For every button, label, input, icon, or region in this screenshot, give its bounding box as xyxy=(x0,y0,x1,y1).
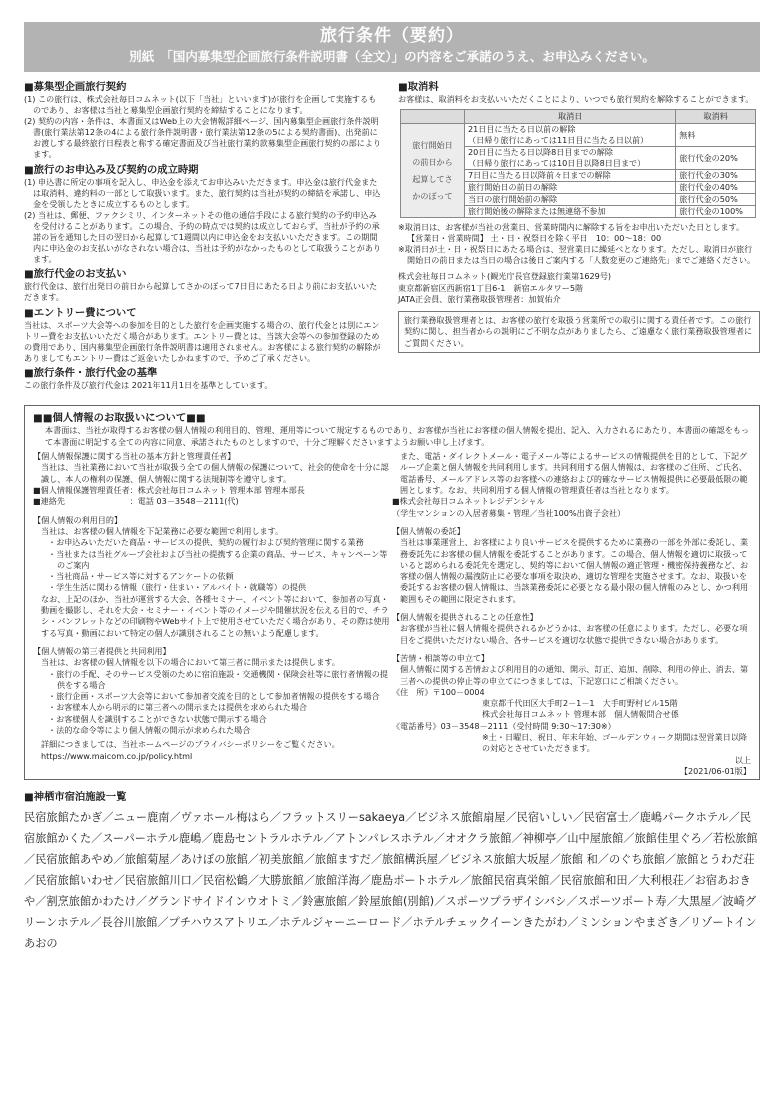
privacy-heading: ■■個人情報のお取扱いについて■■ xyxy=(33,411,206,424)
table-cell-day: 旅行開始後の解除または無連絡不参加 xyxy=(465,206,676,218)
table-cell-day: 旅行開始日の前日の解除 xyxy=(465,182,676,194)
policy-url-link[interactable]: https://www.maicom.co.jp/policy.html xyxy=(41,750,193,761)
lead-line: の前日から xyxy=(412,156,453,167)
table-cell-day xyxy=(465,124,676,147)
outsourcing-para: 当社は事業運営上、お客様により良いサービスを提供するために業務の一部を外部に委託し、業務委託先にお客様の個人情報を委託することがあります。この場合、個人情報を適切に取扱っていると認められる委託先を選定し、契約等において個人情報の適正管理・機密保持義務など、お客様の個人情報の漏洩防止に必要な事項を取決め、適切な管理を実施させます。なお、取扱いを委託するお客様の個人情報は、当該業務委託に必要となる最小限の個人情報のみとし、かつ利用範囲もその範囲に限定されます。 xyxy=(400,537,749,604)
left-column xyxy=(24,80,384,391)
entry-fee-para: 当社は、スポーツ大会等への参加を目的とした旅行を企画実施する場合の、旅行代金とは別にエントリー費をお支払いいただく場合があります。エントリー費とは、当該大会等への参加登録のための費用であり、国内募集型企画旅行条件説明書は適用されません。お客様による旅行契約の解除がありましてもエントリー費はご返金いたしかねますので、予めご了承ください。 xyxy=(24,319,381,363)
table-cell-fee: 旅行代金の20% xyxy=(676,147,756,170)
third-party-item: ・お客様本人から明示的に第三者への開示または提供を求められた場合 xyxy=(48,702,308,713)
company-line: 東京都新宿区西新宿1丁目6-1 新宿エルタワー5階 xyxy=(398,282,584,293)
policy-heading: 【個人情報保護に関する当社の基本方針と管理責任者】 xyxy=(33,451,236,462)
table-lead-cell xyxy=(401,124,465,218)
cancellation-table xyxy=(400,109,756,218)
end-mark: 以上 xyxy=(734,754,751,765)
purpose-para-2: なお、上記のほか、当社が運営する大会、各種セミナー、イベント等において、参加者の写真・動画を撮影し、それを大会・セミナー・イベント等のイメージや開催状況を伝える目的で、チラシ・パンフレットなどの印刷物やWebサイト上で使用させていただく場合があり、その際は使用する写真・動画において特定の個人が識別されることの無いよう配慮します。 xyxy=(41,593,390,638)
policy-link-note: 詳細につきましては、当社ホームページのプライバシーポリシーをご覧ください。 xyxy=(41,739,340,750)
table-row xyxy=(401,124,756,147)
purpose-heading: 【個人情報の利用目的】 xyxy=(33,514,123,525)
contract-para-2: (2) 契約の内容・条件は、本書面又はWeb上の大会情報詳細ページ、国内募集型企画旅行条件説明書(旅行業法第12条の4による旅行条件説明書・旅行業法第12条の5による契約書面)、出発前にお渡しする最終旅行日程表と称する確定書面及び当社旅行業約款募集型企画旅行契約の部によります。 xyxy=(24,116,382,160)
policy-contact: ■連絡先 ：電話 03－3548－2111(代) xyxy=(33,496,239,507)
purpose-item: ・学生生活に関わる情報（旅行・住まい・アルバイト・就職等）の提供 xyxy=(48,582,307,593)
address-label: 《住 所》〒100－0004 xyxy=(392,686,485,697)
joint-use-para: また、電話・ダイレクトメール・電子メール等によるサービスの情報提供を目的として、下記グループ企業と個人情報を共同利用します。共同利用する個人情報は、お客様のご住所、ご氏名、電話番号、メールアドレス等のお客様への連絡および的確なサービス情報提供に必要最低限の範囲とします。なお、共同利用する個人情報の管理責任者は当社となります。 xyxy=(400,451,748,496)
manager-note-box: 旅行業務取扱管理者とは、お客様の旅行を取扱う営業所での取引に関する責任者です。この旅行契約に関し、担当者からの説明にご不明な点がありましたら、ご遠慮なく旅行業務取扱管理者にご質問ください。 xyxy=(398,311,760,353)
right-column xyxy=(398,80,760,391)
basis-para: この旅行条件及び旅行代金は 2021年11月1日を基準としています。 xyxy=(24,379,273,390)
group-company: ■株式会社毎日コムネットレジデンシャル xyxy=(392,496,545,507)
day-text: 21日目に当たる日以前の解除 xyxy=(468,124,576,135)
table-header-lead xyxy=(401,110,465,124)
company-info xyxy=(398,271,760,304)
cancel-note-1: ※取消日は、お客様が当社の営業日、営業時間内に解除する旨をお申出いただいた日とします。 xyxy=(398,222,745,233)
table-cell-day xyxy=(465,147,676,170)
page xyxy=(0,22,784,1115)
lead-line: 旅行開始日 xyxy=(412,139,453,150)
company-line: JATA正会員、旅行業務取扱管理者：加賀佑介 xyxy=(398,293,561,304)
third-party-item: ・法的な命令等により個人情報の開示が求められた場合 xyxy=(48,724,251,735)
banner-subtitle: 別紙 「国内募集型企画旅行条件説明書（全文）」の内容をご承諾のうえ、お申込みください。 xyxy=(129,49,655,64)
banner-title: 旅行条件（要約） xyxy=(320,26,464,46)
complaints-para: 個人情報に関する苦情および利用目的の通知、開示、訂正、追加、削除、利用の停止、消去、第三者への提供の停止等の申立てにつきましては、下記窓口にご相談ください。 xyxy=(400,664,749,686)
table-cell-day: 当日の旅行開始前の解除 xyxy=(465,194,676,206)
table-cell-fee: 旅行代金の40% xyxy=(676,182,756,194)
application-heading: ■旅行のお申込み及び契約の成立時期 xyxy=(24,163,199,176)
lead-line: かのぼって xyxy=(412,190,453,201)
group-company-desc: （学生マンションの入居者募集・管理／当社100%出資子会社） xyxy=(392,507,626,518)
payment-heading: ■旅行代金のお支払い xyxy=(24,268,127,281)
table-cell-fee: 無料 xyxy=(676,124,756,147)
privacy-right-column xyxy=(392,451,751,777)
day-text: 20日目に当たる日以降8日目までの解除 xyxy=(468,147,613,158)
privacy-intro: 本書面は、当社が取得するお客様の個人情報の利用目的、管理、運用等について規定するものであり、お客様が当社にお客様の個人情報を提出、記入、入力されるにあたり、本書面の確認をもって本書面に明記する全ての内容に同意、承諾されたものとしますので、十分ご理解くださいますようお願い申し上げます。 xyxy=(45,424,750,447)
title-banner xyxy=(24,22,760,72)
application-para-1: (1) 申込書に所定の事項を記入し、申込金を添えてお申込みいただきます。申込金は旅行代金または取消料、違約料の一部として取扱います。また、旅行契約は当社が契約の締結を承諾し、申込金を受領したときに成立するものとします。 xyxy=(24,176,381,209)
address-line: 東京都千代田区大手町2－1－1 大手町野村ビル15階 xyxy=(482,698,678,709)
basis-heading: ■旅行条件・旅行代金の基準 xyxy=(24,366,158,379)
payment-para: 旅行代金は、旅行出発日の前日から起算してさかのぼって7日目にあたる日より前にお支払いいただきます。 xyxy=(24,281,378,303)
third-party-item: ・お客様個人を識別することができない状態で開示する場合 xyxy=(48,713,267,724)
third-party-para: 当社は、お客様の個人情報を以下の場合において第三者に開示または提供します。 xyxy=(41,657,340,668)
cancellation-heading: ■取消料 xyxy=(398,81,439,93)
version-label: 【2021/06-01版】 xyxy=(679,765,751,776)
policy-para: 当社は、当社業務において当社が取扱う全ての個人情報の保護について、社会的使命を十分に認識し、本人の権利の保護、個人情報に関する法規制等を遵守します。 xyxy=(41,462,389,484)
cancel-note-2: ※取消日が土・日・祝祭日にあたる場合は、翌営業日に繰延べとなります。ただし、取消日が旅行開始日の前日または当日の場合は後日ご案内する「人数変更のご連絡先」までご連絡ください。 xyxy=(398,244,756,266)
third-party-item: ・旅行の手配、そのサービス受領のために宿泊施設・交通機関・保険会社等に旅行者情報の提供をする場合 xyxy=(48,668,388,690)
complaints-heading: 【苦情・相談等の申立て】 xyxy=(392,652,490,663)
table-header-row xyxy=(401,110,756,124)
privacy-left-column xyxy=(33,451,392,777)
voluntary-heading: 【個人情報を提供されることの任意性】 xyxy=(392,612,538,623)
outsourcing-heading: 【個人情報の委託】 xyxy=(392,525,465,536)
contract-para-1: (1) この旅行は、株式会社毎日コムネット(以下「当社」といいます)が旅行を企画して実施するものであり、お客様は当社と募集型企画旅行契約を締結することになります。 xyxy=(24,94,377,116)
privacy-columns xyxy=(33,451,751,777)
address-dept: 株式会社毎日コムネット 管理本部 個人情報問合せ係 xyxy=(482,709,679,720)
business-hours: 【営業日・営業時間】 土・日・祝祭日を除く平日 10：00～18：00 xyxy=(407,233,662,244)
phone-line: 《電話番号》03－3548－2111（受付時間 9:30～17:30※） xyxy=(392,720,616,731)
table-header-day: 取消日 xyxy=(465,110,676,124)
privacy-section xyxy=(24,405,760,780)
third-party-item: ・旅行企画・スポーツ大会等において参加者交流を目的として参加者情報の提供をする場合 xyxy=(48,691,380,702)
policy-manager: ■個人情報保護管理責任者：株式会社毎日コムネット 管理本部 管理本部長 xyxy=(33,485,305,496)
contract-heading: ■募集型企画旅行契約 xyxy=(24,81,127,93)
day-text-sub: （日帰り旅行にあっては10日目以降8日目まで） xyxy=(468,158,646,169)
lead-line: 起算してさ xyxy=(412,173,453,184)
purpose-item: ・当社商品・サービス等に対するアンケートの依頼 xyxy=(48,571,234,582)
company-line: 株式会社毎日コムネット(観光庁長官登録旅行業第1629号) xyxy=(398,271,612,282)
table-cell-fee: 旅行代金の50% xyxy=(676,194,756,206)
purpose-item: ・お申込みいただいた商品・サービスの提供、契約の履行および契約管理に関する業務 xyxy=(48,537,364,548)
cancellation-intro: お客様は、取消料をお支払いいただくことにより、いつでも旅行契約を解除することができます。 xyxy=(398,94,754,104)
third-party-heading: 【個人情報の第三者提供と共同利用】 xyxy=(33,645,171,656)
phone-note: ※土・日曜日、祝日、年末年始、ゴールデンウィーク期間は翌営業日以降の対応とさせていただきます。 xyxy=(482,731,747,754)
conditions-columns xyxy=(24,80,760,391)
application-para-2: (2) 当社は、郵便、ファクシミリ、インターネットその他の通信手段による旅行契約の予約申込みを受付けることがあります。この場合、予約の時点では契約は成立しておらず、当社が予約の承諾の旨を通知した日の翌日から起算して1週間以内に申込金をお支払いいただきます。この期間内に申込金のお支払いがなされない場合は、当社は予約がなかったものとして取扱うことがあります。 xyxy=(24,209,382,265)
table-header-fee: 取消料 xyxy=(676,110,756,124)
day-text-sub: （日帰り旅行にあっては11日目に当たる日以前） xyxy=(468,135,649,146)
hotels-list: 民宿旅館たかぎ／ニュー鹿南／ヴァホール梅はら／フラットスリーsakaeya／ビジネス旅館扇屋／民宿いしい／民宿富士／鹿嶋パークホテル／民宿旅館かくた／スーパーホテル鹿嶋／鹿島セントラルホテル／アトンパレスホテル／オオクラ旅館／神柳亭／山中屋旅館／旅館佳里ぐろ／若松旅館／民宿旅館あやめ／旅館菊屋／あけぼの旅館／初美旅館／旅館ますだ／旅館構浜屋／ビジネス旅館大坂屋／旅館 和／のぐち旅館／旅館とうわだ荘／民宿旅館いわせ／民宿旅館川口／民宿松鶴／大勝旅館／旅館洋海／鹿島ポートホテル／旅館民宿真栄館／民宿旅館和田／大利根荘／お宿あおきや／割烹旅館かわたけ／グランドサイドインウオトミ／鈴憲旅館／鈴屋旅館(別館)／スポーツプラザイシバシ／スポーツポート寿／大黒屋／波崎グリーンホテル／長谷川旅館／プチハウスアトリエ／ホテルジャーニーロード／ホテルチェックイーンきたがわ／ミンションやまざき／リゾートインあおの xyxy=(24,810,758,950)
entry-fee-heading: ■エントリー費について xyxy=(24,306,137,319)
table-cell-fee: 旅行代金の100% xyxy=(676,206,756,218)
table-cell-day: 7日目に当たる日以降前々日までの解除 xyxy=(465,170,676,182)
voluntary-para: お客様が当社に個人情報を提供されるかどうかは、お客様の任意によります。ただし、必要な項目をご提供いただけない場合、各サービスを適切な状態で提供できない場合があります。 xyxy=(400,623,748,645)
table-cell-fee: 旅行代金の30% xyxy=(676,170,756,182)
purpose-item: ・当社または当社グループ会社および当社の提携する企業の商品、サービス、キャンペーン等のご案内 xyxy=(48,548,388,570)
hotels-heading: ■神栖市宿泊施設一覧 xyxy=(24,790,127,803)
purpose-para: 当社は、お客様の個人情報を下記業務に必要な範囲で利用します。 xyxy=(41,525,284,536)
